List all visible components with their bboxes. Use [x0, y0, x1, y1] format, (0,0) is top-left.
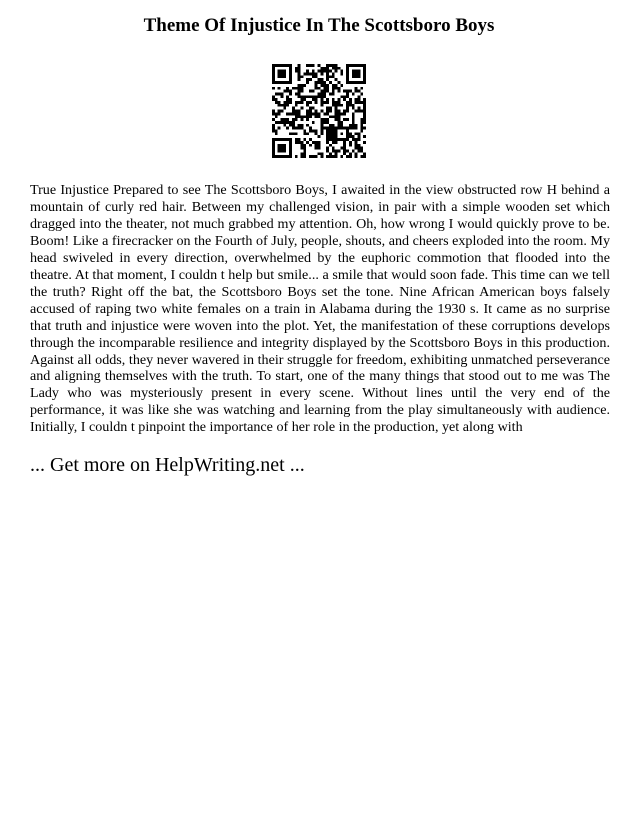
document-title: Theme Of Injustice In The Scottsboro Boys — [143, 15, 495, 36]
qr-code-icon — [272, 64, 366, 158]
essay-body: True Injustice Prepared to see The Scottsboro Boys, I awaited in the view obstructed row H behind a mountain of curly red hair. Between my challenged vision, in pair with a simple wooden set which dragged into the theater, not much grabbed my attention. Oh, how wrong I would quickly prove to be. Boom! Like a firecracker on the Fourth of July, people, shouts, and cheers exploded into the room. My head swiveled in every direction, overwhelmed by the euphoric commotion that flooded into the theatre. At that moment, I couldn t help but smile... a smile that would soon fade. This time can we tell the truth? Right off the bat, the Scottsboro Boys set the tone. Nine African American boys falsely accused of raping two white females on a train in Alabama during the 1930 s. It came as no surprise that truth and injustice were woven into the plot. Yet, the manifestation of these corruptions develops through the incomparable resilience and integrity displayed by the Scottsboro Boys in this production. Against all odds, they never wavered in their struggle for freedom, exhibiting unmatched perseverance and aligning themselves with the truth. To start, one of the many things that stood out to me was The Lady who was mysteriously present in every scene. Without lines until the very end of the performance, it was like she was watching and learning from the play simultaneously with audience. Initially, I couldn t pinpoint the importance of her role in the production, yet along with — [30, 182, 610, 436]
get-more-link[interactable]: ... Get more on HelpWriting.net ... — [30, 454, 305, 476]
